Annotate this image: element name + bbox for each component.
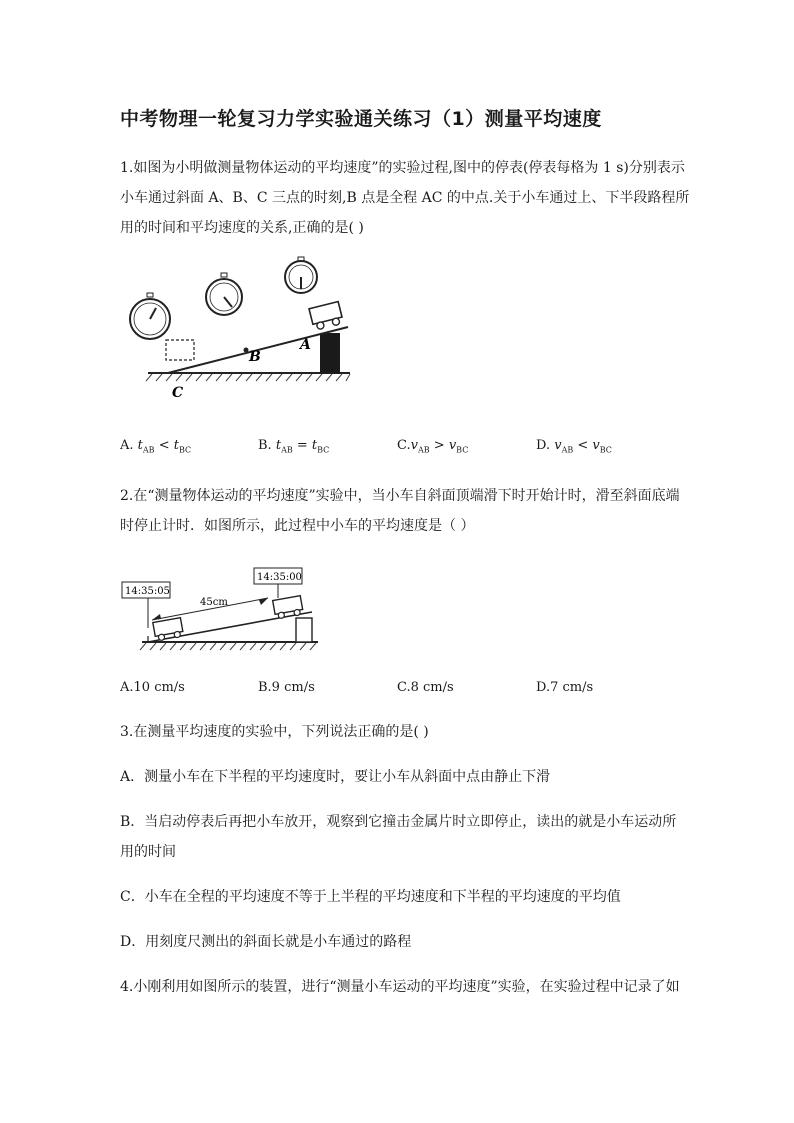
q2-option-c[interactable]: C.8 cm/s — [397, 680, 454, 695]
q2-distance-label: 45cm — [200, 597, 228, 608]
q2-incline-figure — [118, 562, 328, 657]
q4-stem: 4.小刚利用如图所示的装置，进行“测量小车运动的平均速度”实验，在实验过程中记录了如 — [120, 979, 680, 995]
q3-option-a[interactable]: A．测量小车在下半程的平均速度时，要让小车从斜面中点由静止下滑 — [120, 769, 551, 785]
q1-stem-line-3: 用的时间和平均速度的关系,正确的是( ) — [120, 220, 364, 236]
q3-option-b-line-1[interactable]: B．当启动停表后再把小车放开，观察到它撞击金属片时立即停止，读出的就是小车运动所 — [120, 814, 677, 830]
label-c: C — [172, 385, 184, 401]
q1-option-a[interactable]: A. $t_{AB} < t_{BC}$ — [120, 438, 192, 455]
q3-option-d[interactable]: D．用刻度尺测出的斜面长就是小车通过的路程 — [120, 934, 412, 950]
q2-time-top: 14:35:00 — [257, 572, 302, 583]
q3-option-c[interactable]: C．小车在全程的平均速度不等于上半程的平均速度和下半程的平均速度的平均值 — [120, 889, 621, 905]
q2-option-d[interactable]: D.7 cm/s — [536, 680, 594, 695]
q1-option-b[interactable]: B. $t_{AB} = t_{BC}$ — [258, 438, 330, 455]
label-a: A — [300, 337, 311, 353]
q1-option-c[interactable]: $C.v_{AB} > v_{BC}$ — [397, 438, 469, 455]
q3-stem: 3.在测量平均速度的实验中，下列说法正确的是( ) — [120, 724, 429, 740]
page-title: 中考物理一轮复习力学实验通关练习（1）测量平均速度 — [120, 108, 602, 130]
q2-stem-line-1: 2.在“测量物体运动的平均速度”实验中，当小车自斜面顶端滑下时开始计时，滑至斜面底端 — [120, 488, 680, 504]
q2-option-a[interactable]: A.10 cm/s — [120, 680, 185, 695]
q1-option-d[interactable]: D. $v_{AB} < v_{BC}$ — [536, 438, 612, 455]
q1-stem-line-2: 小车通过斜面 A、B、C 三点的时刻,B 点是全程 AC 的中点.关于小车通过上、下半段路程所 — [120, 190, 690, 206]
label-b: B — [249, 349, 261, 365]
q2-option-b[interactable]: B.9 cm/s — [258, 680, 315, 695]
q2-stem-line-2: 时停止计时．如图所示，此过程中小车的平均速度是（ ） — [120, 518, 475, 534]
q1-incline-figure — [128, 255, 358, 405]
q3-option-b-line-2[interactable]: 用的时间 — [120, 844, 176, 860]
q2-time-bottom: 14:35:05 — [125, 586, 170, 597]
q1-stem-line-1: 1.如图为小明做测量物体运动的平均速度”的实验过程,图中的停表(停表每格为 1 s)分别表示 — [120, 160, 685, 176]
